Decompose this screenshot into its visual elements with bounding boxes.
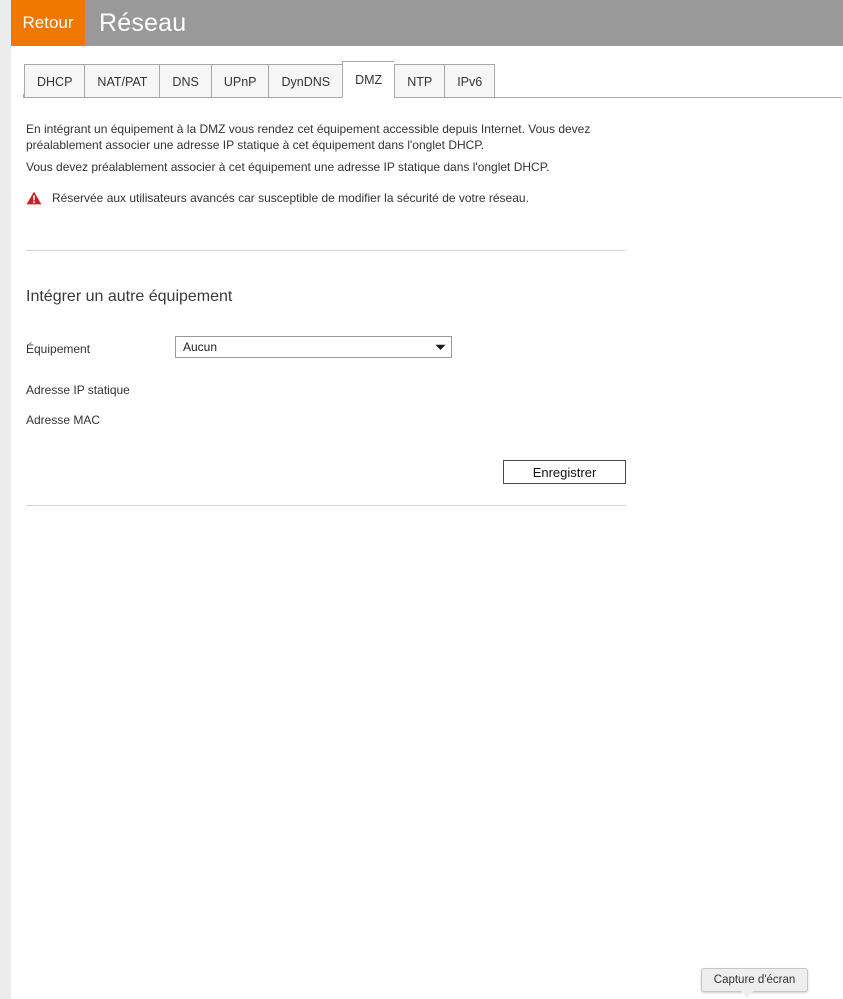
section-title: Intégrer un autre équipement — [26, 288, 233, 305]
tab-dmz[interactable]: DMZ — [342, 61, 394, 98]
tab-list — [24, 61, 495, 98]
tab-dhcp[interactable]: DHCP — [24, 64, 84, 98]
equipement-select[interactable] — [175, 336, 452, 358]
intro-paragraph-2: Vous devez préalablement associer à cet équipement une adresse IP statique dans l'onglet DHCP. — [26, 160, 550, 174]
warning-row — [26, 191, 529, 205]
divider-top — [26, 250, 626, 251]
header-bar — [11, 0, 843, 46]
tab-dyndns[interactable]: DynDNS — [268, 64, 342, 98]
chevron-down-icon — [429, 344, 451, 351]
tab-upnp[interactable]: UPnP — [211, 64, 269, 98]
screenshot-chip-tail — [740, 990, 754, 998]
warning-triangle-icon — [26, 191, 42, 205]
equipement-label: Équipement — [26, 342, 91, 356]
static-ip-label: Adresse IP statique — [26, 383, 130, 397]
tab-dns[interactable]: DNS — [159, 64, 210, 98]
back-button[interactable]: Retour — [11, 0, 85, 46]
page-title: Réseau — [99, 8, 187, 37]
tab-ntp[interactable]: NTP — [394, 64, 444, 98]
warning-text: Réservée aux utilisateurs avancés car susceptible de modifier la sécurité de votre réseau. — [52, 191, 529, 205]
intro-paragraph-1: En intégrant un équipement à la DMZ vous rendez cet équipement accessible depuis Internet. Vous devez préalablement associer une adresse IP statique à cet équipement dans l'onglet DHCP. — [26, 122, 591, 152]
tab-ipv6[interactable]: IPv6 — [444, 64, 495, 98]
tab-panel-dmz — [11, 98, 843, 999]
screenshot-chip[interactable]: Capture d'écran — [701, 968, 808, 992]
divider-bottom — [26, 505, 626, 506]
equipement-select-value: Aucun — [183, 340, 218, 354]
save-button[interactable]: Enregistrer — [503, 460, 626, 484]
mac-address-label: Adresse MAC — [26, 413, 101, 427]
tab-bar — [11, 46, 843, 98]
tab-nat-pat[interactable]: NAT/PAT — [84, 64, 159, 98]
